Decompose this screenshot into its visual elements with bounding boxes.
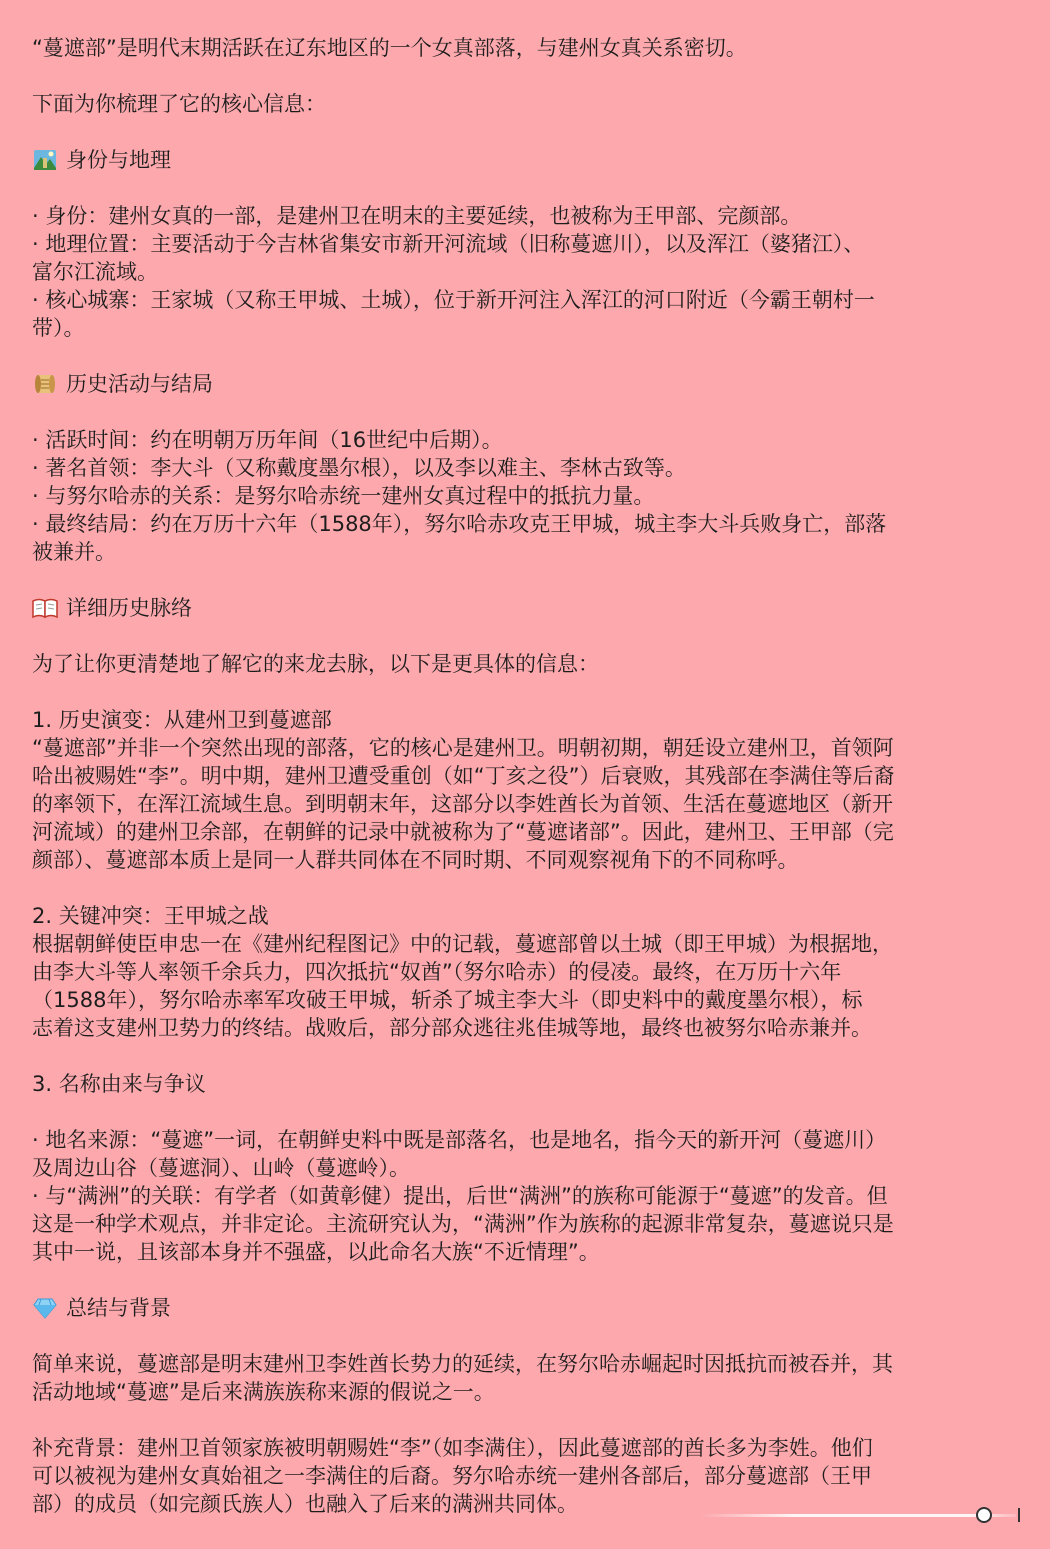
intro-line: 下面为你梳理了它的核心信息： — [32, 92, 326, 116]
paragraph-line: （1588年），努尔哈赤率军攻破王甲城，斩杀了城主李大斗（即史料中的戴度墨尔根），标 — [32, 988, 863, 1012]
paragraph-line: 河流域）的建州卫余部，在朝鲜的记录中就被称为了“蔓遮诸部”。因此，建州卫、王甲部（完 — [32, 820, 894, 844]
bullet-line: · 与“满洲”的关联：有学者（如黄彰健）提出，后世“满洲”的族称可能源于“蔓遮”的发音。但 — [32, 1184, 888, 1208]
intro-line: “蔓遮部”是明代末期活跃在辽东地区的一个女真部落，与建州女真关系密切。 — [32, 36, 747, 60]
open-book-icon — [32, 595, 58, 621]
paragraph-line: 颜部）、蔓遮部本质上是同一人群共同体在不同时期、不同观察视角下的不同称呼。 — [32, 848, 799, 872]
paragraph-line: 活动地域“蔓遮”是后来满族族称来源的假说之一。 — [32, 1380, 495, 1404]
section-heading-history — [32, 370, 1020, 398]
bullet-line: · 地名来源：“蔓遮”一词，在朝鲜史料中既是部落名，也是地名，指今天的新开河（蔓遮川） — [32, 1128, 887, 1152]
paragraph-line: 由李大斗等人率领千余兵力，四次抵抗“奴酋”（努尔哈赤）的侵凌。最终，在万历十六年 — [32, 960, 842, 984]
section-title: 身份与地理 — [66, 148, 171, 172]
bullet-line: 带）。 — [32, 316, 85, 340]
bullet-line: · 身份：建州女真的一部，是建州卫在明末的主要延续，也被称为王甲部、完颜部。 — [32, 204, 802, 228]
paragraph-line: 简单来说，蔓遮部是明末建州卫李姓酋长势力的延续，在努尔哈赤崛起时因抵抗而被吞并，其 — [32, 1352, 893, 1376]
paragraph-line: 补充背景：建州卫首领家族被明朝赐姓“李”（如李满住），因此蔓遮部的酋长多为李姓。他们 — [32, 1436, 873, 1460]
gem-icon — [32, 1295, 58, 1321]
scroll-icon — [32, 371, 58, 397]
bullet-line: · 活跃时间：约在明朝万历年间（16世纪中后期）。 — [32, 428, 503, 452]
section-title: 总结与背景 — [66, 1296, 171, 1320]
paragraph-line: 部）的成员（如完颜氏族人）也融入了后来的满洲共同体。 — [32, 1492, 578, 1516]
section-title: 历史活动与结局 — [66, 372, 213, 396]
bullet-line: · 核心城寨：王家城（又称王甲城、土城），位于新开河注入浑江的河口附近（今霸王朝村一 — [32, 288, 875, 312]
section-heading-summary — [32, 1294, 1020, 1322]
footer-dot-icon — [976, 1507, 992, 1523]
subsection-title: 3. 名称由来与争议 — [32, 1072, 206, 1096]
paragraph-line: 为了让你更清楚地了解它的来龙去脉，以下是更具体的信息： — [32, 652, 599, 676]
paragraph-line: “蔓遮部”并非一个突然出现的部落，它的核心是建州卫。明朝初期，朝廷设立建州卫，首领阿 — [32, 736, 894, 760]
section-title: 详细历史脉络 — [66, 596, 192, 620]
bullet-line: 其中一说，且该部本身并不强盛，以此命名大族“不近情理”。 — [32, 1240, 600, 1264]
footer-line — [700, 1514, 1016, 1517]
bullet-line: · 地理位置：主要活动于今吉林省集安市新开河流域（旧称蔓遮川），以及浑江（婆猪江）、 — [32, 232, 865, 256]
landscape-icon — [32, 147, 58, 173]
paragraph-line: 可以被视为建州女真始祖之一李满住的后裔。努尔哈赤统一建州各部后，部分蔓遮部（王甲 — [32, 1464, 872, 1488]
bullet-line: · 著名首领：李大斗（又称戴度墨尔根），以及李以难主、李林古致等。 — [32, 456, 686, 480]
footer-decoration — [700, 1503, 1020, 1527]
section-heading-identity — [32, 146, 1020, 174]
bullet-line: 被兼并。 — [32, 540, 116, 564]
paragraph-line: 志着这支建州卫势力的终结。战败后，部分部众逃往兆佳城等地，最终也被努尔哈赤兼并。 — [32, 1016, 872, 1040]
bullet-line: 富尔江流域。 — [32, 260, 158, 284]
bullet-line: · 与努尔哈赤的关系：是努尔哈赤统一建州女真过程中的抵抗力量。 — [32, 484, 655, 508]
footer-tick — [1018, 1508, 1020, 1522]
subsection-title: 2. 关键冲突：王甲城之战 — [32, 904, 269, 928]
paragraph-line: 的率领下，在浑江流域生息。到明朝末年，这部分以李姓酋长为首领、生活在蔓遮地区（新开 — [32, 792, 893, 816]
paragraph-line: 根据朝鲜使臣申忠一在《建州纪程图记》中的记载，蔓遮部曾以土城（即王甲城）为根据地， — [32, 932, 893, 956]
subsection-title: 1. 历史演变：从建州卫到蔓遮部 — [32, 708, 332, 732]
bullet-line: 这是一种学术观点，并非定论。主流研究认为，“满洲”作为族称的起源非常复杂，蔓遮说只是 — [32, 1212, 894, 1236]
bullet-line: 及周边山谷（蔓遮洞）、山岭（蔓遮岭）。 — [32, 1156, 410, 1180]
paragraph-line: 哈出被赐姓“李”。明中期，建州卫遭受重创（如“丁亥之役”）后衰败，其残部在李满住等后裔 — [32, 764, 895, 788]
bullet-line: · 最终结局：约在万历十六年（1588年），努尔哈赤攻克王甲城，城主李大斗兵败身亡，部落 — [32, 512, 887, 536]
section-heading-detail — [32, 594, 1020, 622]
